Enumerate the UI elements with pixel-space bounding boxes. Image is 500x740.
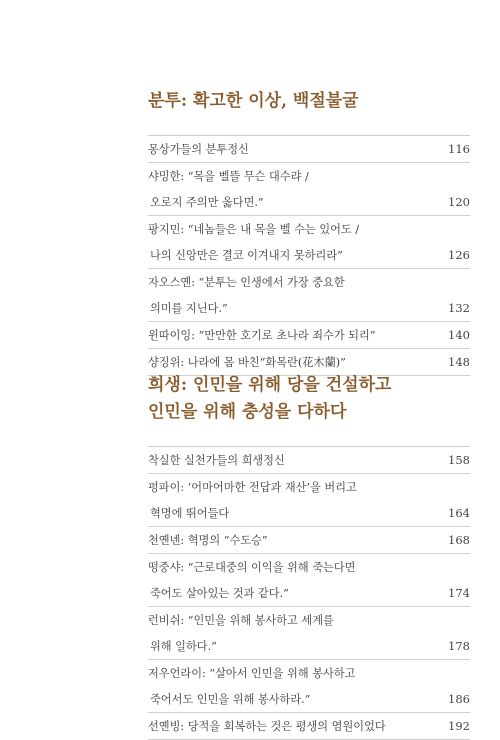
entry-title: 착실한 실천가들의 희생정신 xyxy=(148,454,285,467)
entry-title: 선옌빙: 당적을 회복하는 것은 평생의 염원이었다 xyxy=(148,720,386,733)
page-number: 148 xyxy=(448,355,470,369)
toc-entries xyxy=(148,135,470,376)
section-title xyxy=(148,372,470,426)
page-number: 178 xyxy=(448,639,470,653)
entry-title-cont: 의미를 지닌다.” xyxy=(150,302,228,315)
entry-title-cont: 오로지 주의만 옳다면.” xyxy=(150,196,264,209)
toc-entry[interactable] xyxy=(148,607,470,660)
entry-title: 윈따이잉: “만만한 호기로 초나라 죄수가 되리” xyxy=(148,329,376,342)
section-title xyxy=(148,88,470,115)
entry-title-cont: 나의 신앙만은 결코 이겨내지 못하리라” xyxy=(150,249,343,262)
entry-title: 자오스옌: “분투는 인생에서 가장 중요한 xyxy=(148,276,345,289)
page-number: 164 xyxy=(448,506,470,520)
entry-title-cont: 죽어서도 인민을 위해 봉사하라.” xyxy=(150,693,311,706)
toc-entries xyxy=(148,446,470,740)
entry-title: 런비쉬: “인민을 위해 봉사하고 세계를 xyxy=(148,614,334,627)
entry-title: 몽상가들의 분투정신 xyxy=(148,143,249,156)
entry-title: 떵중샤: “근로대중의 이익을 위해 죽는다면 xyxy=(148,561,356,574)
section-title-line: 인민을 위해 충성을 다하다 xyxy=(148,402,347,422)
entry-title: 샤밍한: “목을 벨뜰 무슨 대수랴 / xyxy=(148,170,309,183)
section-title-line: 분투: 확고한 이상, 백절불굴 xyxy=(148,91,359,111)
entry-title: 샹징위: 나라에 몸 바친“화목란(花木蘭)” xyxy=(148,356,346,369)
entry-title-cont: 죽어도 살아있는 것과 같다.” xyxy=(150,587,289,600)
toc-entry[interactable] xyxy=(148,446,470,474)
page-number: 186 xyxy=(448,692,470,706)
section-title-line: 희생: 인민을 위해 당을 건설하고 xyxy=(148,375,392,395)
toc-section-sacrifice xyxy=(148,372,470,740)
page-number: 116 xyxy=(448,142,470,156)
page-number: 132 xyxy=(448,301,470,315)
entry-title-cont: 혁명에 뛰어들다 xyxy=(150,507,230,520)
toc-entry[interactable] xyxy=(148,527,470,554)
page-number: 168 xyxy=(448,533,470,547)
toc-entry[interactable] xyxy=(148,474,470,527)
entry-title: 펑파이: ‘어마어마한 전답과 재산’을 버리고 xyxy=(148,481,357,494)
toc-entry[interactable] xyxy=(148,135,470,163)
entry-title: 팡지민: “네놈들은 내 목을 벨 수는 있어도 / xyxy=(148,223,360,236)
toc-entry[interactable] xyxy=(148,216,470,269)
page-number: 192 xyxy=(448,719,470,733)
toc-entry[interactable] xyxy=(148,660,470,713)
entry-title: 천옌녠: 혁명의 “수도승” xyxy=(148,534,268,547)
toc-entry[interactable] xyxy=(148,163,470,216)
entry-title: 저우언라이: “살아서 인민을 위해 봉사하고 xyxy=(148,667,356,680)
page-number: 174 xyxy=(448,586,470,600)
toc-entry[interactable] xyxy=(148,713,470,740)
toc-entry[interactable] xyxy=(148,269,470,322)
toc-entry[interactable] xyxy=(148,322,470,349)
page-number: 126 xyxy=(448,248,470,262)
page-number: 140 xyxy=(448,328,470,342)
toc-section-struggle xyxy=(148,88,470,376)
toc-entry[interactable] xyxy=(148,554,470,607)
page-number: 120 xyxy=(448,195,470,209)
page-number: 158 xyxy=(448,453,470,467)
entry-title-cont: 위해 일하다.” xyxy=(150,640,217,653)
